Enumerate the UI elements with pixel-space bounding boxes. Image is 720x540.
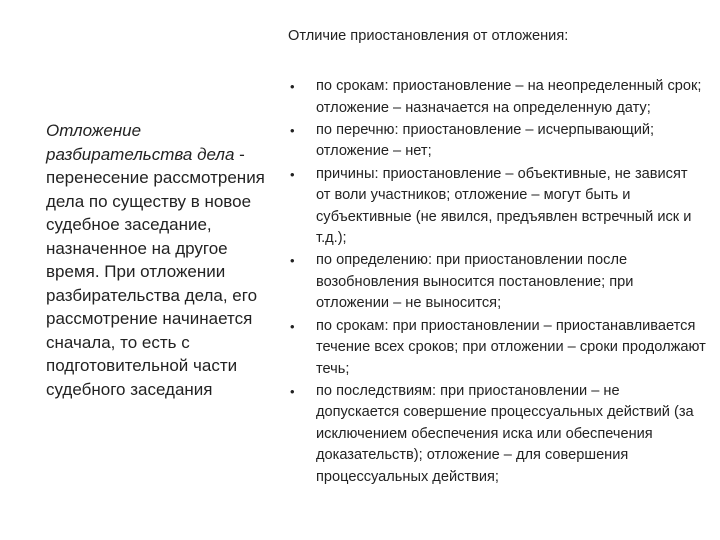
list-item xyxy=(288,381,706,489)
definition-text: - перенесение рассмотрения дела по существу в новое судебное заседание, назначенное на другое время. При отложении разбирательства дела, его рассмотрение начинается сначала, то есть с подготовительной части судебного заседания xyxy=(46,144,265,399)
list-item-text: по перечню: приостановление – исчерпывающий; отложение – нет; xyxy=(316,121,655,160)
list-item-text: по срокам: приостановление – на неопределенный срок; отложение – назначается на определенную дату; xyxy=(316,78,702,116)
comparison-list xyxy=(288,76,706,489)
bullet-icon: • xyxy=(290,253,295,269)
bullet-icon: • xyxy=(290,122,295,138)
list-item-text: по срокам: при приостановлении – приостанавливается течение всех сроков; при отложении – сроки продолжают течь; xyxy=(316,317,706,377)
list-item xyxy=(288,164,706,250)
definition-block xyxy=(46,119,278,401)
defined-term: Отложение разбирательства дела xyxy=(46,121,235,164)
list-item-text: по определению: при приостановлении после возобновления выносится постановление; при отложении – не выносится; xyxy=(316,252,634,312)
bullet-icon: • xyxy=(290,166,295,182)
bullet-icon: • xyxy=(290,318,295,334)
list-item xyxy=(288,76,706,119)
list-item-text: причины: приостановление – объективные, не зависят от воли участников; отложение – могут быть и субъективные (не явился, предъявлен встречный иск и т.д.); xyxy=(316,165,692,247)
list-item-text: по последствиям: при приостановлении – не допускается совершение процессуальных действий (за исключением обеспечения иска или обеспечения доказательств); отложение – для совершения процессуальных действия; xyxy=(316,382,694,485)
list-item xyxy=(288,120,706,163)
bullet-icon: • xyxy=(290,79,295,94)
list-item xyxy=(288,250,706,315)
list-item xyxy=(288,316,706,381)
comparison-title: Отличие приостановления от отложения: xyxy=(288,28,569,44)
bullet-icon: • xyxy=(290,383,295,399)
